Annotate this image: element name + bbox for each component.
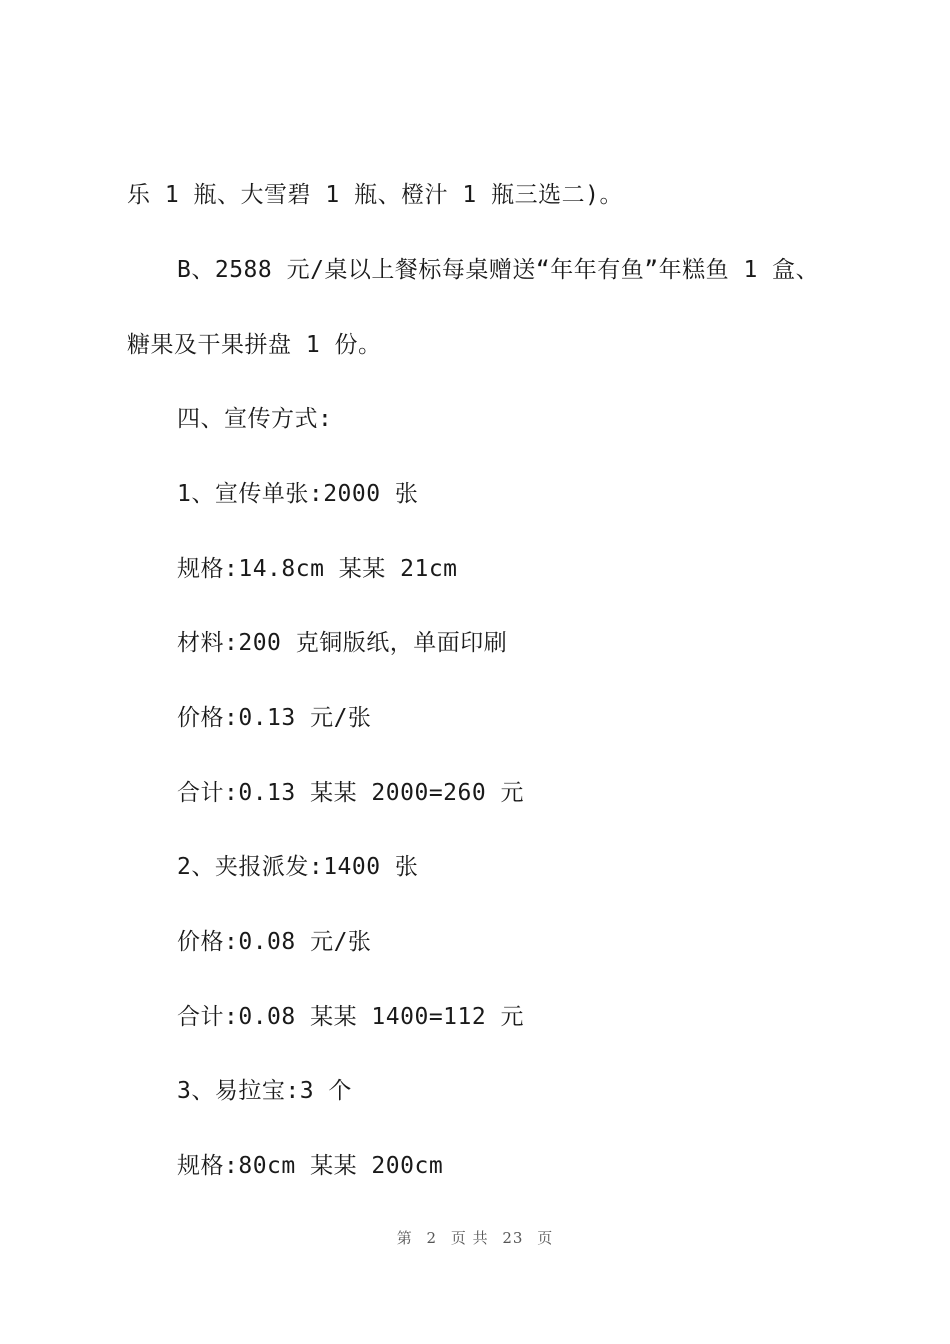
footer-suffix: 页 (537, 1229, 554, 1247)
page-footer (0, 1227, 950, 1249)
text-line: 规格:80cm 某某 200cm (177, 1153, 444, 1179)
text-line: 材料:200 克铜版纸，单面印刷 (177, 630, 508, 656)
text-line: 价格:0.08 元/张 (177, 929, 372, 955)
text-line: 规格:14.8cm 某某 21cm (177, 556, 458, 582)
text-line: 乐 1 瓶、大雪碧 1 瓶、橙汁 1 瓶三选二)。 (127, 182, 623, 208)
footer-total-pages: 23 (502, 1229, 524, 1247)
text-line: 糖果及干果拼盘 1 份。 (127, 332, 382, 358)
text-line: 合计:0.13 某某 2000=260 元 (177, 780, 525, 806)
text-line: 价格:0.13 元/张 (177, 705, 372, 731)
text-line: 1、宣传单张:2000 张 (177, 481, 419, 507)
section-heading: 四、宣传方式: (177, 406, 333, 432)
text-line: 2、夹报派发:1400 张 (177, 854, 419, 880)
footer-page-number: 2 (426, 1229, 438, 1247)
footer-prefix: 第 (396, 1229, 413, 1247)
text-line: 3、易拉宝:3 个 (177, 1078, 352, 1104)
text-line: B、2588 元/桌以上餐标每桌赠送“年年有鱼”年糕鱼 1 盒、 (177, 257, 820, 283)
footer-middle: 页 共 (450, 1229, 489, 1247)
text-line: 合计:0.08 某某 1400=112 元 (177, 1004, 525, 1030)
